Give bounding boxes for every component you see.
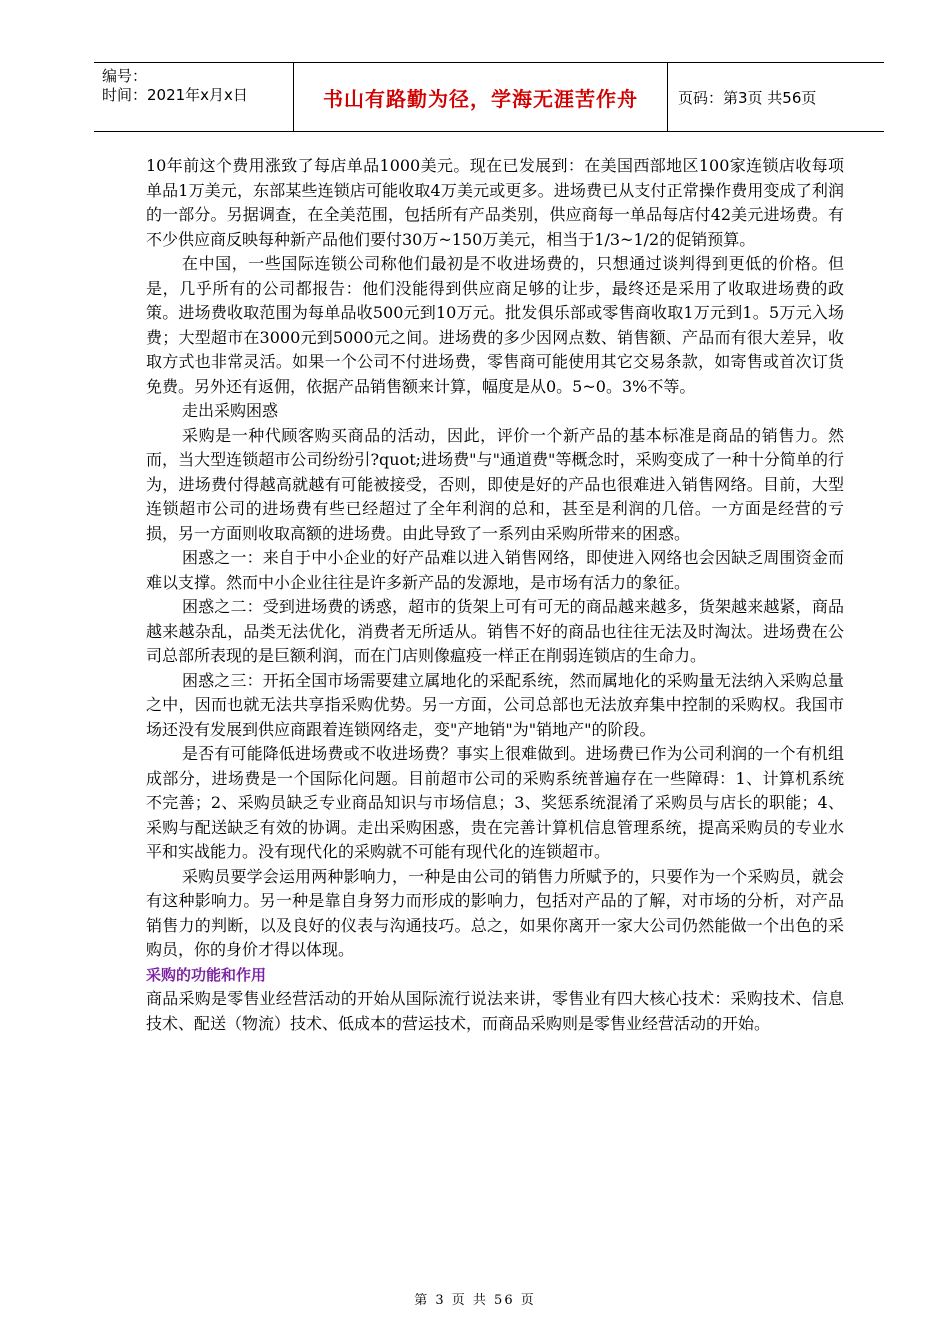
header-meta [94, 63, 294, 131]
page-header [94, 62, 884, 132]
body-paragraph: 在中国，一些国际连锁公司称他们最初是不收进场费的，只想通过谈判得到更低的价格。但是，几乎所有的公司都报告：他们没能得到供应商足够的让步，最终还是采用了收取进场费的政策。进场费收取范围为每单品收500元到10万元。批发俱乐部或零售商收取1万元到1。5万元入场费；大型超市在3000元到5000元之间。进场费的多少因网点数、销售额、产品而有很大差异，收取方式也非常灵活。如果一个公司不付进场费，零售商可能使用其它交易条款，如寄售或首次订货免费。另外还有返佣，依据产品销售额来计算，幅度是从0。5~0。3%不等。 [146, 254, 844, 396]
document-number-label: 编号： [102, 67, 148, 85]
document-body [146, 154, 844, 1036]
body-paragraph: 10年前这个费用涨致了每店单品1000美元。现在已发展到：在美国西部地区100家连锁店收每项单品1万美元，东部某些连锁店可能收取4万美元或更多。进场费已从支付正常操作费用变成了利润的一部分。另据调查，在全美范围，包括所有产品类别，供应商每一单品每店付42美元进场费。有不少供应商反映每种新产品他们要付30万~150万美元，相当于1/3~1/2的促销预算。 [146, 156, 844, 249]
header-page-info: 页码：第3页 共56页 [678, 88, 817, 107]
section-heading: 采购的功能和作用 [146, 965, 267, 984]
body-paragraph: 走出采购困惑 [182, 401, 279, 420]
header-motto: 书山有路勤为径，学海无涯苦作舟 [294, 63, 668, 131]
page-footer: 第 3 页 共 56 页 [414, 1293, 536, 1308]
body-paragraph: 困惑之一：来自于中小企业的好产品难以进入销售网络，即使进入网络也会因缺乏周围资金而难以支撑。然而中小企业往往是许多新产品的发源地，是市场有活力的象征。 [146, 548, 844, 592]
body-paragraph: 采购员要学会运用两种影响力，一种是由公司的销售力所赋予的，只要作为一个采购员，就会有这种影响力。另一种是靠自身努力而形成的影响力，包括对产品的了解，对市场的分析，对产品销售力的判断，以及良好的仪表与沟通技巧。总之，如果你离开一家大公司仍然能做一个出色的采购员，你的身价才得以体现。 [146, 866, 844, 959]
body-paragraph: 是否有可能降低进场费或不收进场费？事实上很难做到。进场费已作为公司利润的一个有机组成部分，进场费是一个国际化问题。目前超市公司的采购系统普遍存在一些障碍：1、计算机系统不完善；2、采购员缺乏专业商品知识与市场信息；3、奖惩系统混淆了采购员与店长的职能；4、采购与配送缺乏有效的协调。走出采购困惑，贵在完善计算机信息管理系统，提高采购员的专业水平和实战能力。没有现代化的采购就不可能有现代化的连锁超市。 [146, 744, 844, 861]
body-paragraph: 采购是一种代顾客购买商品的活动，因此，评价一个新产品的基本标准是商品的销售力。然而，当大型连锁超市公司纷纷引?quot;进场费"与"通道费"等概念时，采购变成了一种十分简单的行为，进场费付得越高就越有可能被接受，否则，即使是好的产品也很难进入销售网络。目前，大型连锁超市公司的进场费有些已经超过了全年利润的总和，甚至是利润的几倍。一方面是经营的亏损，另一方面则收取高额的进场费。由此导致了一系列由采购所带来的困惑。 [146, 425, 844, 543]
body-paragraph: 困惑之二：受到进场费的诱惑，超市的货架上可有可无的商品越来越多，货架越来越紧，商品越来越杂乱，品类无法优化，消费者无所适从。销售不好的商品也往往无法及时淘汰。进场费在公司总部所表现的是巨额利润，而在门店则像瘟疫一样正在削弱连锁店的生命力。 [146, 597, 844, 665]
document-time-label: 时间：2021年x月x日 [102, 86, 248, 104]
body-paragraph: 商品采购是零售业经营活动的开始从国际流行说法来讲，零售业有四大核心技术：采购技术、信息技术、配送（物流）技术、低成本的营运技术，而商品采购则是零售业经营活动的开始。 [146, 989, 844, 1033]
body-paragraph: 困惑之三：开拓全国市场需要建立属地化的采配系统，然而属地化的采购量无法纳入采购总量之中，因而也就无法共享指采购优势。另一方面，公司总部也无法放弃集中控制的采购权。我国市场还没有发展到供应商跟着连锁网络走，变"产地销"为"销地产"的阶段。 [146, 670, 844, 739]
